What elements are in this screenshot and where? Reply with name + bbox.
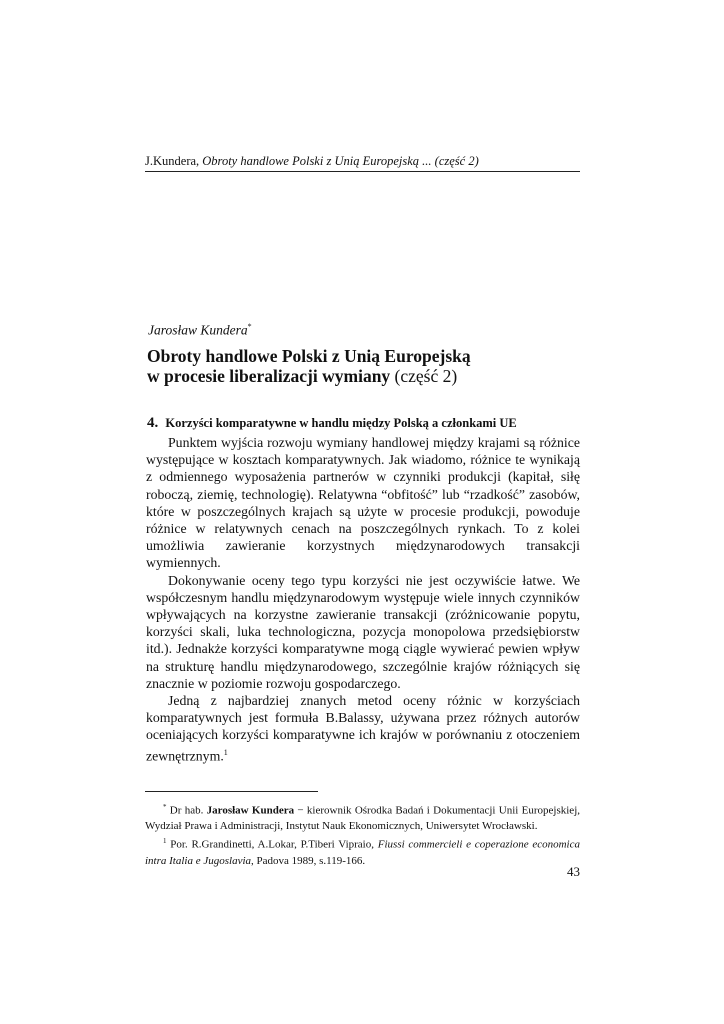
footnote-author — [145, 800, 580, 834]
title-line-2 — [147, 366, 587, 386]
page-number: 43 — [567, 864, 580, 879]
paragraph-2: Dokonywanie oceny tego typu korzyści nie jest oczywiście łatwe. We współczesnym handlu międzynarodowym występuje wiele innych czynników wpływających na korzystne zawieranie transakcji (zróżnicowanie popytu, korzyści skali, luka technologiczna, pozycja monopolowa przedsiębiorstw itd.). Jednakże korzyści komparatywne mogą ciągle wywierać pewien wpływ na strukturę handlu międzynarodowego, szczególnie krajów różniących się znacznie w poziomie rozwoju gospodarczego. — [146, 572, 580, 691]
section-number: 4. — [147, 415, 159, 431]
running-header — [145, 153, 580, 169]
footnote-author-name: Jarosław Kundera — [206, 804, 295, 817]
paragraph-3 — [146, 692, 580, 764]
footnote-rule — [145, 791, 318, 792]
section-heading — [147, 415, 587, 432]
footnote-1-prefix: Por. R.Grandinetti, A.Lokar, P.Tiberi Vipraio, — [166, 839, 378, 852]
footnote-author-rest: − kierownik Ośrodka Badań i Dokumentacji Unii Europejskiej, Wydział Prawa i Administracji, Instytut Nauk Ekonomicznych, Uniwersytet Wrocławski. — [145, 804, 580, 833]
footnote-1 — [145, 834, 580, 868]
footnote-author-mark: * — [163, 803, 167, 811]
footnote-1-rest: , Padova 1989, s.119-166. — [251, 854, 366, 867]
paragraph-1: Punktem wyjścia rozwoju wymiany handlowej między krajami są różnice występujące w kosztach komparatywnych. Jak wiadomo, różnice te wynikają z odmiennego wyposażenia partnerów w czynniki produkcji (kapitał, siłę roboczą, ziemię, technologię). Relatywna “obfitość” lub “rzadkość” zasobów, które w poszczególnych krajach są użyte w procesie produkcji, powoduje różnice w relatywnych cenach na poszczególnych rynkach. To z kolei umożliwia zawieranie korzystnych międzynarodowych transakcji wymiennych. — [146, 435, 580, 571]
footnote-ref-1: 1 — [223, 747, 228, 757]
title-line-2-part: (część 2) — [390, 366, 458, 386]
header-rule — [145, 171, 580, 172]
footnote-author-prefix: Dr hab. — [166, 804, 207, 817]
header-author: J.Kundera, — [145, 154, 203, 168]
body-text — [146, 434, 580, 764]
author-footnote-mark: * — [247, 322, 252, 331]
section-title: Korzyści komparatywne w handlu między Polską a członkami UE — [165, 416, 517, 430]
title-line-2-bold: w procesie liberalizacji wymiany — [147, 366, 391, 386]
article-title — [147, 346, 587, 386]
footnote-1-mark: 1 — [163, 837, 167, 846]
title-line-1: Obroty handlowe Polski z Unią Europejską — [147, 346, 471, 366]
paragraph-3-text: Jedną z najbardziej znanych metod oceny różnic w korzyściach komparatywnych jest formuła B.Balassy, używana przez różnych autorów oceniających korzyści komparatywne ich krajów w porównaniu z otoczeniem zewnętrznym. — [146, 693, 580, 764]
header-title: Obroty handlowe Polski z Unią Europejską ... (część 2) — [202, 154, 479, 168]
footnotes — [145, 800, 580, 869]
article-author — [148, 322, 252, 339]
footnote-1-title: Fiussi commercieli e coperazione economica intra Italia e Jugoslavia — [145, 839, 580, 867]
article-author-name: Jarosław Kundera — [148, 322, 248, 338]
